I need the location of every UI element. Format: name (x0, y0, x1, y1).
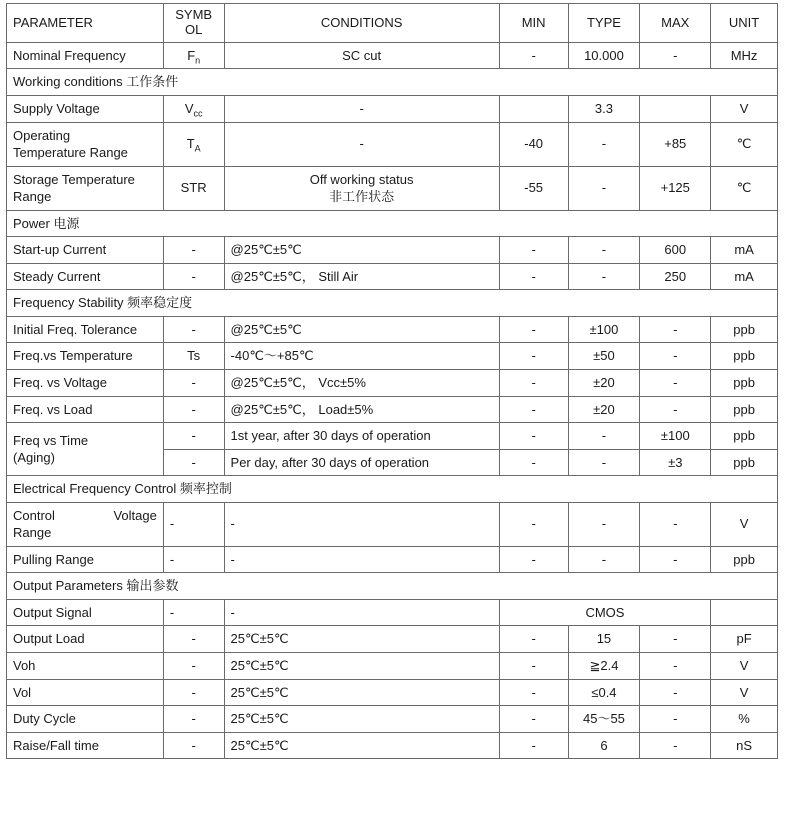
row-unit: ppb (711, 396, 778, 423)
row-type: ±100 (568, 316, 640, 343)
row-conditions: - (224, 122, 499, 166)
table-row (7, 653, 778, 680)
row-type: - (568, 122, 640, 166)
row-parameter-left: Control (13, 507, 55, 523)
row-type: 10.000 (568, 42, 640, 69)
row-symbol: - (163, 316, 224, 343)
header-type: TYPE (568, 4, 640, 43)
row-conditions: @25℃±5℃ (224, 237, 499, 264)
row-parameter-line1: Operating (13, 127, 71, 143)
row-symbol: - (163, 626, 224, 653)
row-symbol: - (163, 449, 224, 476)
row-max: +85 (640, 122, 711, 166)
section-row (7, 573, 778, 600)
row-max: - (640, 316, 711, 343)
row-conditions: Per day, after 30 days of operation (224, 449, 499, 476)
row-unit: nS (711, 732, 778, 759)
row-unit: ppb (711, 343, 778, 370)
row-unit: ppb (711, 546, 778, 573)
row-symbol (163, 122, 224, 166)
symbol-subscript: n (195, 55, 201, 66)
symbol-subscript: A (194, 143, 201, 154)
row-symbol: - (163, 423, 224, 450)
table-row (7, 502, 778, 546)
section-row (7, 210, 778, 237)
row-parameter: Raise/Fall time (7, 732, 164, 759)
row-max: ±100 (640, 423, 711, 450)
row-max: - (640, 626, 711, 653)
section-row (7, 290, 778, 317)
row-type: - (568, 237, 640, 264)
row-symbol: - (163, 369, 224, 396)
section-row (7, 69, 778, 96)
row-parameter: Freq.vs Temperature (7, 343, 164, 370)
row-max: - (640, 343, 711, 370)
row-conditions: 25℃±5℃ (224, 626, 499, 653)
table-row (7, 343, 778, 370)
row-max: - (640, 732, 711, 759)
row-min: - (499, 732, 568, 759)
table-row (7, 396, 778, 423)
row-symbol: - (163, 237, 224, 264)
row-max: 600 (640, 237, 711, 264)
header-row (7, 4, 778, 43)
row-max: - (640, 369, 711, 396)
row-conditions: @25℃±5℃， Vcc±5% (224, 369, 499, 396)
row-min: - (499, 626, 568, 653)
row-parameter: Start-up Current (7, 237, 164, 264)
section-title: Output Parameters 输出参数 (7, 573, 778, 600)
row-parameter-line2: Temperature Range (13, 145, 128, 161)
row-type: 6 (568, 732, 640, 759)
row-conditions: - (224, 599, 499, 626)
row-max: - (640, 679, 711, 706)
header-conditions: CONDITIONS (224, 4, 499, 43)
row-conditions: @25℃±5℃ (224, 316, 499, 343)
row-max: ±3 (640, 449, 711, 476)
row-unit: V (711, 95, 778, 122)
row-type: - (568, 449, 640, 476)
row-type: - (568, 263, 640, 290)
row-symbol: - (163, 653, 224, 680)
row-unit: MHz (711, 42, 778, 69)
row-max: 250 (640, 263, 711, 290)
table-row (7, 122, 778, 166)
row-conditions: @25℃±5℃， Still Air (224, 263, 499, 290)
row-type: ±50 (568, 343, 640, 370)
row-min: -55 (499, 166, 568, 210)
row-type: - (568, 423, 640, 450)
row-symbol: - (163, 706, 224, 733)
row-unit: pF (711, 626, 778, 653)
row-symbol: - (163, 263, 224, 290)
row-parameter: Steady Current (7, 263, 164, 290)
row-unit: mA (711, 263, 778, 290)
row-parameter-line1: Storage Temperature (13, 171, 135, 187)
row-conditions-line2: 非工作状态 (329, 189, 395, 205)
row-min: - (499, 423, 568, 450)
table-body (7, 42, 778, 758)
row-type: - (568, 166, 640, 210)
row-parameter-line2: Range (13, 189, 52, 205)
row-symbol: - (163, 599, 224, 626)
table-row (7, 599, 778, 626)
row-min: - (499, 316, 568, 343)
header-unit: UNIT (711, 4, 778, 43)
section-title: Frequency Stability 频率稳定度 (7, 290, 778, 317)
row-min: -40 (499, 122, 568, 166)
table-row (7, 679, 778, 706)
symbol-subscript: cc (193, 108, 203, 119)
row-max: - (640, 653, 711, 680)
section-title: Working conditions 工作条件 (7, 69, 778, 96)
table-row (7, 95, 778, 122)
row-parameter: Output Signal (7, 599, 164, 626)
row-parameter (7, 166, 164, 210)
table-row (7, 263, 778, 290)
row-unit: ppb (711, 369, 778, 396)
table-row (7, 423, 778, 450)
table-row (7, 706, 778, 733)
row-parameter (7, 122, 164, 166)
row-parameter: Vol (7, 679, 164, 706)
row-parameter: Freq. vs Load (7, 396, 164, 423)
section-title: Power 电源 (7, 210, 778, 237)
row-min: - (499, 502, 568, 546)
row-conditions: 25℃±5℃ (224, 679, 499, 706)
row-type: ≧2.4 (568, 653, 640, 680)
row-min: - (499, 263, 568, 290)
row-unit: ℃ (711, 166, 778, 210)
specification-table (6, 3, 778, 759)
row-max: - (640, 42, 711, 69)
row-conditions (224, 166, 499, 210)
row-parameter: Initial Freq. Tolerance (7, 316, 164, 343)
row-parameter: Output Load (7, 626, 164, 653)
row-max: +125 (640, 166, 711, 210)
table-row (7, 237, 778, 264)
row-type: - (568, 502, 640, 546)
row-min: - (499, 369, 568, 396)
table-header (7, 4, 778, 43)
row-min (499, 95, 568, 122)
row-symbol: - (163, 546, 224, 573)
row-conditions: @25℃±5℃， Load±5% (224, 396, 499, 423)
row-conditions: 25℃±5℃ (224, 706, 499, 733)
table-row (7, 546, 778, 573)
section-title: Electrical Frequency Control 频率控制 (7, 476, 778, 503)
row-max: - (640, 706, 711, 733)
table-row (7, 626, 778, 653)
row-parameter: Nominal Frequency (7, 42, 164, 69)
row-min: - (499, 679, 568, 706)
row-unit: mA (711, 237, 778, 264)
row-parameter: Duty Cycle (7, 706, 164, 733)
row-parameter-right: Voltage (113, 507, 157, 523)
row-parameter: Pulling Range (7, 546, 164, 573)
symbol-base: V (184, 100, 194, 116)
row-symbol: - (163, 732, 224, 759)
header-symbol-line2: OL (185, 21, 203, 37)
row-unit: V (711, 502, 778, 546)
table-row (7, 369, 778, 396)
row-conditions: 1st year, after 30 days of operation (224, 423, 499, 450)
section-row (7, 476, 778, 503)
row-symbol: - (163, 502, 224, 546)
row-unit: ℃ (711, 122, 778, 166)
row-parameter (7, 423, 164, 476)
row-type: 45～55 (568, 706, 640, 733)
header-min: MIN (499, 4, 568, 43)
row-symbol: - (163, 396, 224, 423)
row-unit: ppb (711, 449, 778, 476)
row-unit: V (711, 653, 778, 680)
row-unit (711, 599, 778, 626)
row-conditions-line1: Off working status (309, 171, 414, 187)
table-row (7, 166, 778, 210)
row-unit: ppb (711, 423, 778, 450)
row-max: - (640, 546, 711, 573)
header-parameter: PARAMETER (7, 4, 164, 43)
row-unit: % (711, 706, 778, 733)
row-type: ±20 (568, 396, 640, 423)
row-type: 3.3 (568, 95, 640, 122)
row-min: - (499, 653, 568, 680)
row-parameter: Freq. vs Voltage (7, 369, 164, 396)
row-symbol: - (163, 679, 224, 706)
row-min: - (499, 396, 568, 423)
row-max (640, 95, 711, 122)
row-max: - (640, 396, 711, 423)
table-row (7, 732, 778, 759)
row-type: ≤0.4 (568, 679, 640, 706)
table-row (7, 316, 778, 343)
row-min: - (499, 343, 568, 370)
row-conditions: - (224, 546, 499, 573)
row-min: - (499, 237, 568, 264)
row-conditions: - (224, 502, 499, 546)
row-parameter-line2: Range (13, 525, 52, 541)
row-unit: ppb (711, 316, 778, 343)
row-parameter: Voh (7, 653, 164, 680)
row-type: - (568, 546, 640, 573)
row-conditions: SC cut (224, 42, 499, 69)
row-conditions: 25℃±5℃ (224, 732, 499, 759)
row-conditions: 25℃±5℃ (224, 653, 499, 680)
row-conditions: - (224, 95, 499, 122)
row-symbol (163, 42, 224, 69)
header-symbol-line1: SYMB (175, 7, 213, 22)
symbol-base: F (187, 47, 196, 63)
row-conditions: -40℃～+85℃ (224, 343, 499, 370)
table-row (7, 42, 778, 69)
header-max: MAX (640, 4, 711, 43)
row-min: - (499, 706, 568, 733)
row-unit: V (711, 679, 778, 706)
row-symbol: Ts (163, 343, 224, 370)
row-min: - (499, 546, 568, 573)
row-parameter-line1: Freq vs Time (13, 432, 89, 448)
symbol-base: T (186, 136, 195, 152)
row-parameter-line1 (13, 507, 157, 525)
row-merged-value: CMOS (499, 599, 710, 626)
row-min: - (499, 42, 568, 69)
row-max: - (640, 502, 711, 546)
row-type: ±20 (568, 369, 640, 396)
row-parameter: Supply Voltage (7, 95, 164, 122)
row-min: - (499, 449, 568, 476)
row-parameter (7, 502, 164, 546)
header-symbol (163, 4, 224, 43)
row-type: 15 (568, 626, 640, 653)
row-symbol: STR (163, 166, 224, 210)
row-symbol (163, 95, 224, 122)
row-parameter-line2: (Aging) (13, 450, 55, 466)
